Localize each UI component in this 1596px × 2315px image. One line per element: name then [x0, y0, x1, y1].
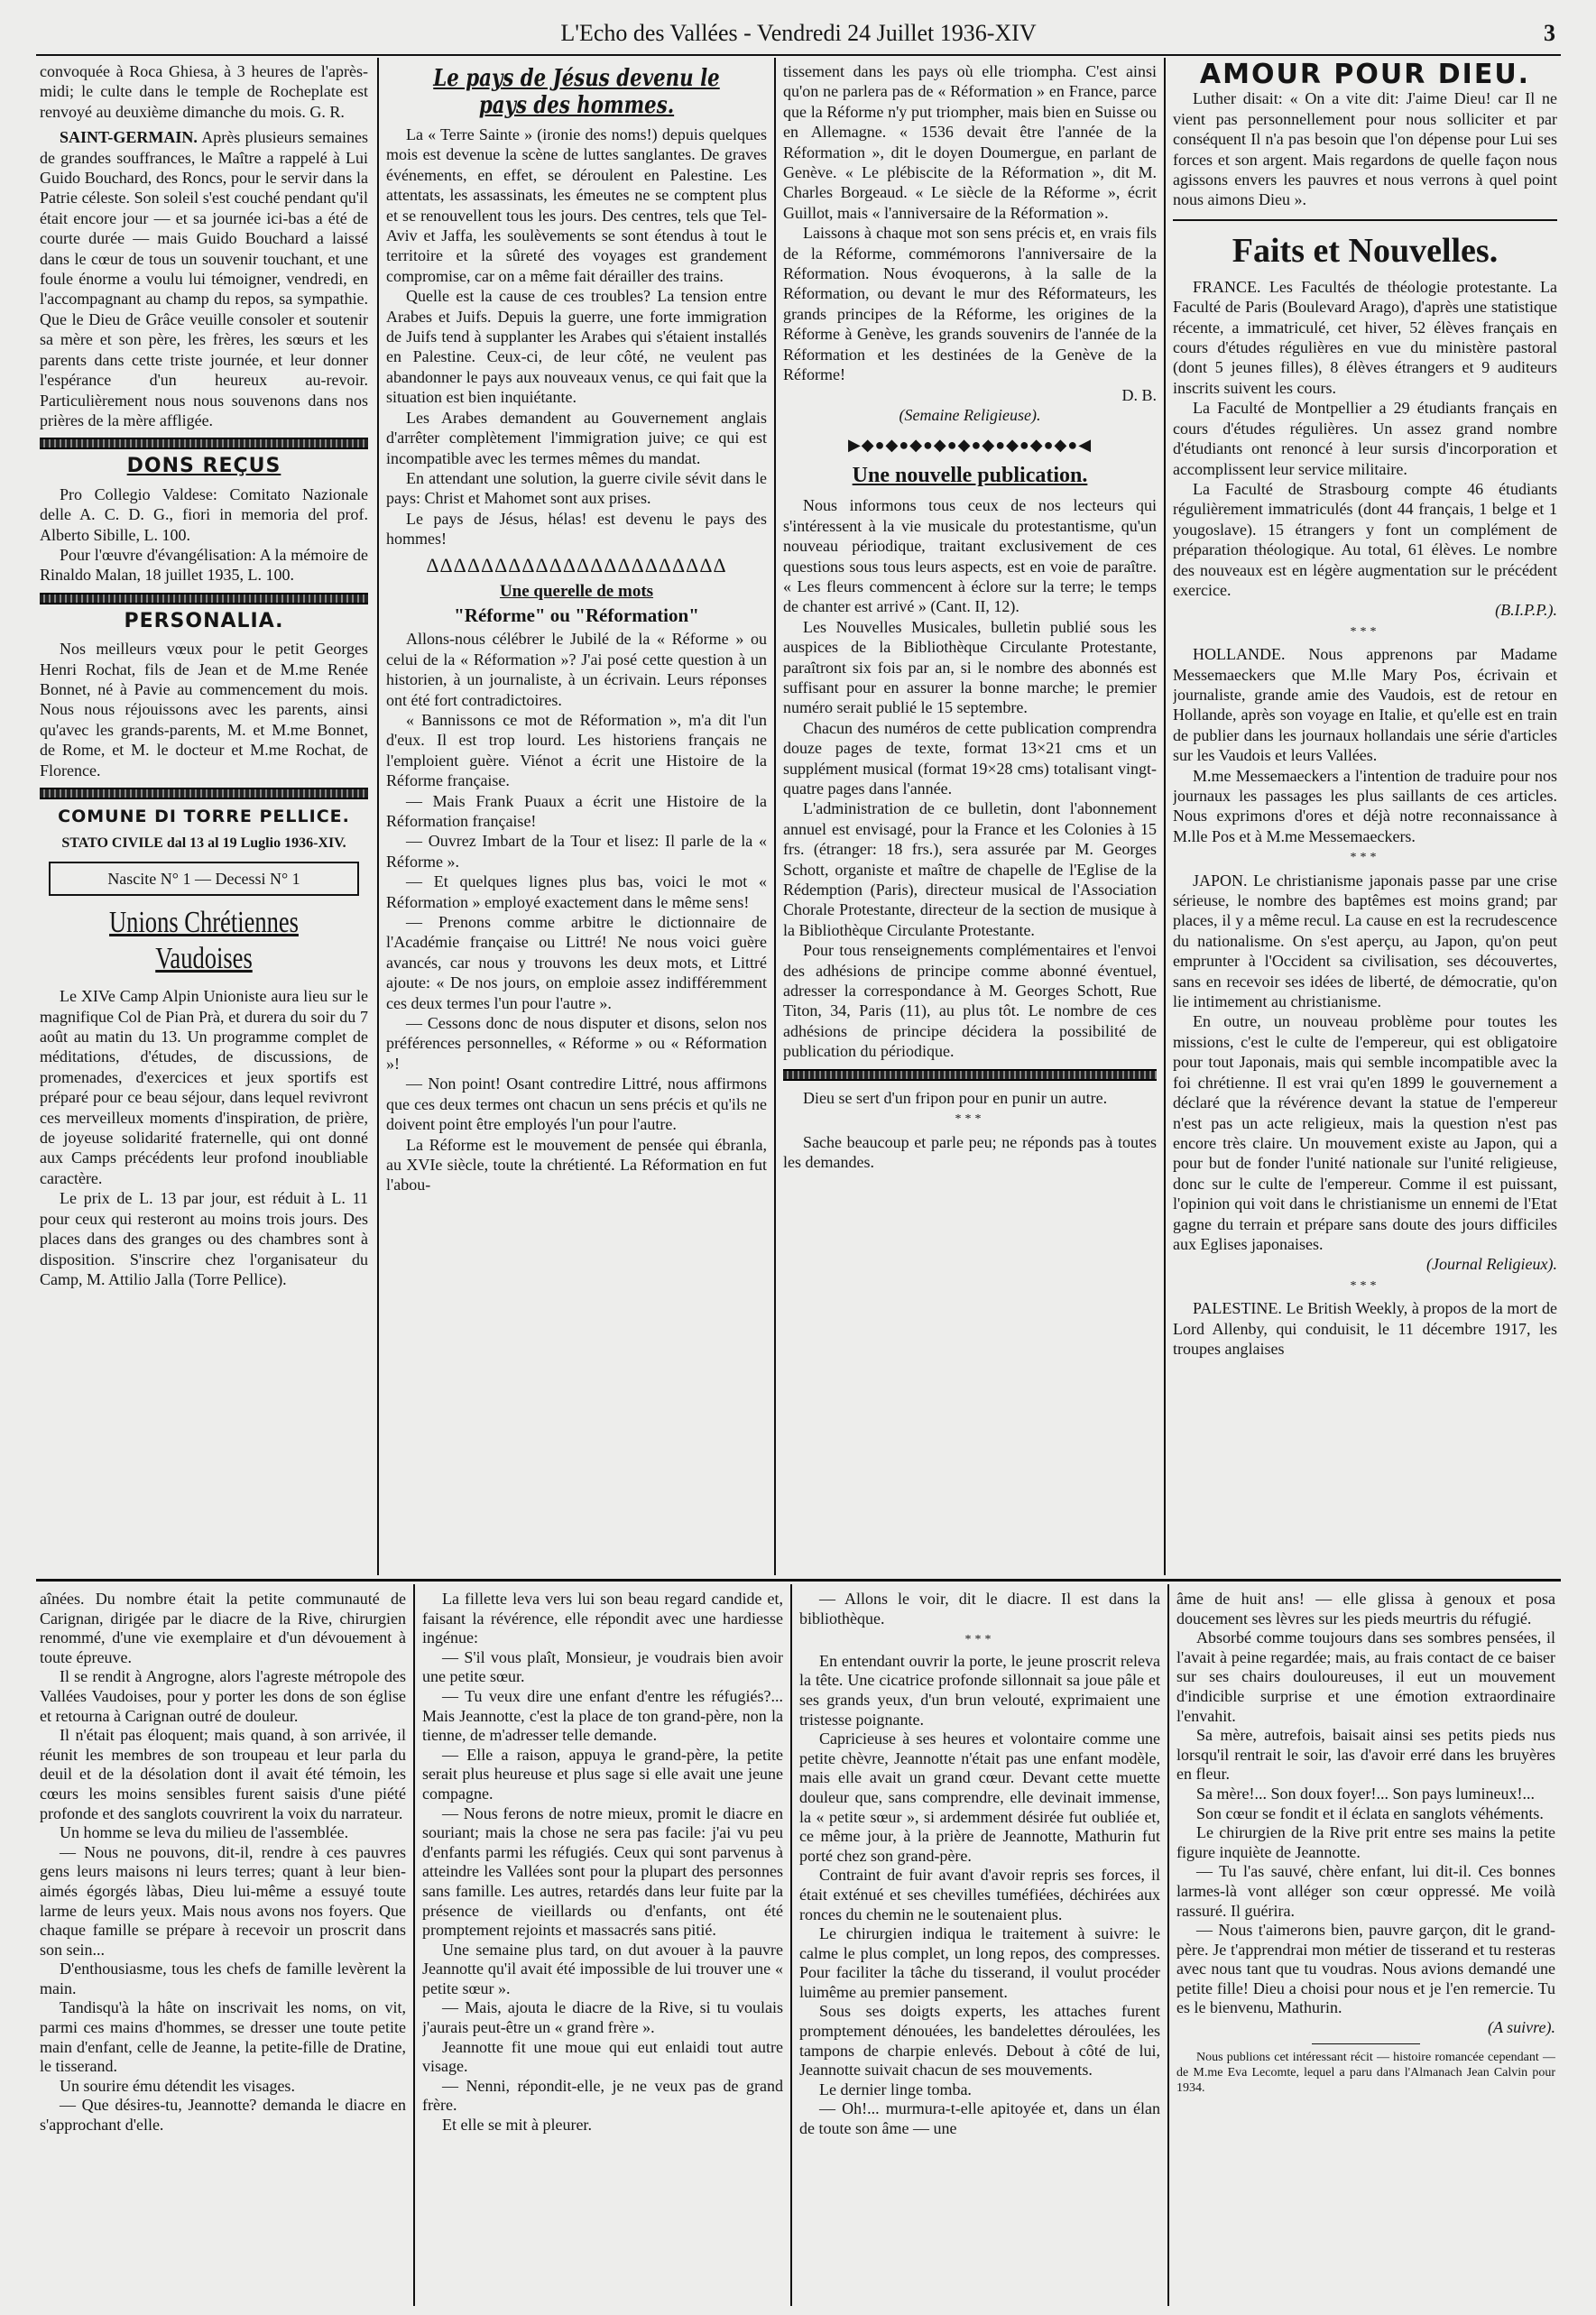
- civil-status-box: Nascite N° 1 — Decessi N° 1: [49, 862, 359, 896]
- story-paragraph: aînées. Du nombre était la petite communauté de Carignan, dirigée par le diacre de la Rive, chirurgien renommé, d'une vie exemplaire et d'un dévouement à toute épreuve.: [40, 1590, 406, 1666]
- news-source: (B.I.P.P.).: [1495, 601, 1557, 620]
- page-header: [36, 20, 1561, 51]
- story-paragraph: — Elle a raison, appuya le grand-père, la petite serait plus heureuse et plus sage si elle avait une jeune compagne.: [422, 1745, 783, 1803]
- story-paragraph: Une semaine plus tard, on dut avouer à la pauvre Jeannotte qu'il avait été impossible de lui trouver une « petite sœur ».: [422, 1940, 783, 1997]
- editor-note: Nous publions cet intéressant récit — histoire romancée cependant — de M.me Eva Lecomte, lequel a paru dans l'Almanach Jean Calvin pour 1934.: [1176, 2050, 1555, 2095]
- article-paragraph: — Mais Frank Puaux a écrit une Histoire de la Réformation française!: [386, 791, 767, 830]
- column-rule: [1164, 58, 1166, 1575]
- article-body: Après plusieurs semaines de grandes souffrances, le Maître a rappelé à Lui Guido Bouchard, des Roncs, pour le servir dans la Patrie céleste. Son soleil s'est couché pendant qu'il était encore jour — et sa journée ici-bas a été de courte durée — mais Guido Bouchard a laissé dans le cœur de tous un souvenir touchant, et une foule énorme a voulu lui témoigner, vendredi, en l'accompagnant au champ du repos, sa sympathie. Que le Dieu de Grâce veuille consoler et soutenir sa mère et son père, les frères, les sœurs et les parents dans cette triste journée, et leur donner l'espérance d'un heureux au-revoir. Particulièrement nous nous souvenons dans nos prières de la mère affligée.: [40, 128, 368, 429]
- story-paragraph: — Que désires-tu, Jeannotte? demanda le diacre en s'approchant d'elle.: [40, 2096, 406, 2135]
- column-rule: [774, 58, 776, 1575]
- article-title: Une querelle de mots: [499, 581, 654, 601]
- article-paragraph: — Non point! Osant contredire Littré, nous affirmons que ces deux termes ont chacun un sens précis et qu'ils ne doivent point être employés l'un pour l'autre.: [386, 1074, 767, 1134]
- story-paragraph: Sa mère!... Son doux foyer!... Son pays lumineux!...: [1196, 1784, 1535, 1803]
- news-source: (Journal Religieux).: [1426, 1255, 1557, 1274]
- article-paragraph: — Et quelques lignes plus bas, voici le mot « Réformation » employé exactement dans le même sens!: [386, 872, 767, 911]
- article-title: Le pays de Jésus devenu le pays des hommes.: [433, 65, 720, 119]
- story-paragraph: D'enthousiasme, tous les chefs de famille levèrent la main.: [40, 1960, 406, 1997]
- stars-divider: ***: [955, 1112, 985, 1127]
- article-paragraph: — Prenons comme arbitre le dictionnaire de l'Académie française ou Littré! Ne nous voici guère avancés, car nous y trouvons les deux mots, et Littré ajoute: « De nos jours, on emploie assez indifféremment ces deux termes l'un pour l'autre ».: [386, 913, 767, 1012]
- story-paragraph: Son cœur se fondit et il éclata en sanglots véhéments.: [1196, 1803, 1544, 1822]
- story-paragraph: Sa mère, autrefois, baisait ainsi ses petits pieds nus lorsqu'il rentrait le soir, las d'avoir erré dans les bruyères en fleur.: [1176, 1726, 1555, 1784]
- article-title: AMOUR POUR DIEU.: [1199, 61, 1531, 90]
- donation-entry: Pro Collegio Valdese: Comitato Nazionale delle A. C. D. G., fiori in memoria del prof. Alberto Sibille, L. 100.: [40, 484, 368, 544]
- news-item: JAPON. Le christianisme japonais passe par une crise sérieuse, le nombre des baptêmes est moins grand; par places, il y a même recul. La cause en est la recrudescence du nationalisme. On s'est aperçu, au Japon, qu'on peut emprunter à l'Occident sa civilisation, ses découvertes, sans en recevoir ses idées de liberté, de démocratie, qu'on lie intimement au christianisme.: [1173, 871, 1557, 1011]
- story-paragraph: Absorbé comme toujours dans ses sombres pensées, il l'avait à peine regardée; mais, au frais contact de ce baiser sur ses chairs douloureuses, il eut un mouvement d'indicible surprise et une émotion extraordinaire l'envahit.: [1176, 1628, 1555, 1725]
- comune-subtitle: STATO CIVILE dal 13 al 19 Luglio 1936-XIV.: [61, 835, 346, 852]
- section-divider: [783, 1069, 1157, 1081]
- story-paragraph: — Nous t'aimerons bien, pauvre garçon, dit le grand-père. Je t'apprendrai mon métier de tisserand et tu resteras avec nous tant que tu voudras. Nous avions demandé une petite fille! Dieu a choisi pour nous et je l'en remercie. Tu es le bienvenu, Mathurin.: [1176, 1921, 1555, 2017]
- story-paragraph: La fillette leva vers lui son beau regard candide et, faisant la révérence, elle répondit avec une hardiesse ingénue:: [422, 1590, 783, 1647]
- maxim: Sache beaucoup et parle peu; ne réponds pas à toutes les demandes.: [783, 1132, 1157, 1171]
- article-subtitle: "Réforme" ou "Réformation": [454, 604, 699, 626]
- feuilleton-column-4: [1176, 1590, 1555, 2308]
- story-paragraph: En entendant ouvrir la porte, le jeune proscrit releva la tête. Une cicatrice profonde sillonnait sa joue pâle et ses grands yeux, d'un brun velouté, exprimaient une tristesse poignante.: [799, 1651, 1160, 1729]
- article-paragraph: Le prix de L. 13 par jour, est réduit à L. 11 pour ceux qui resteront au moins trois jours. Des places dans des granges ou des chambres sont à disposition. S'inscrire chez l'organisateur du Camp, M. Attilio Jalla (Torre Pellice).: [40, 1189, 368, 1288]
- story-paragraph: Jeannotte fit une moue qui eut enlaidi tout autre visage.: [422, 2037, 783, 2076]
- article-paragraph: L'administration de ce bulletin, dont l'abonnement annuel est envisagé, pour la France et les Colonies à 15 frs. (étranger: 18 frs.), sera assurée par M. Georges Schott, organiste et maître de chapelle de l'Eglise de la Rédemption (Paris), directeur musical de l'Association Chorale Protestante, directeur de la section de musique à la Bibliothèque Circulante Protestante.: [783, 799, 1157, 939]
- section-title: DONS REÇUS: [126, 455, 281, 478]
- story-paragraph: Le chirurgien de la Rive prit entre ses mains la petite figure inquiète de Jeannotte.: [1176, 1823, 1555, 1861]
- section-divider: [40, 593, 368, 604]
- article-paragraph: — Cessons donc de nous disputer et disons, selon nos préférences personnelles, « Réforme » ou « Réformation »!: [386, 1014, 767, 1073]
- news-item: La Faculté de Strasbourg compte 46 étudiants régulièrement immatriculés (dont 44 français, 1 belge et 1 yougoslave). 15 étrangers y font un complément de préparation théologique. Au total, 61 élèves. Le nombre des nouveaux est en légère augmentation sur le précédent exercice.: [1173, 479, 1557, 599]
- maxim: Dieu se sert d'un fripon pour en punir un autre.: [803, 1088, 1108, 1107]
- stars-divider: ***: [1350, 624, 1380, 639]
- column-2: [386, 61, 767, 1573]
- article-paragraph: En attendant une solution, la guerre civile sévit dans le pays: Christ et Mahomet sont aux prises.: [386, 468, 767, 508]
- article-title: Une nouvelle publication.: [852, 464, 1088, 488]
- article-paragraph: La « Terre Sainte » (ironie des noms!) depuis quelques mois est devenue la scène de luttes sanglantes. De graves événements, en effet, se déroulent en Palestine. Les attentats, les assassinats, les émeutes ne se comptent plus et se renouvellent tous les jours. Des centres, tels que Tel-Aviv et Jaffa, les soulèvements se sont étendus à tout le territoire et la sûreté des voyages est grandement compromise, car on a même fait dérailler des trains.: [386, 125, 767, 285]
- story-paragraph: — Nous ferons de notre mieux, promit le diacre en souriant; mais la chose ne sera pas facile: j'ai vu peu d'enfants parmi les réfugiés. Ceux qui sont parvenus à atteindre les Vallées sont pour la plupart des personnes sans famille. Les autres, retardés dans leur fuite par la présence de vieillards ou d'enfants, ont été promptement rejoints et massacrés sans pitié.: [422, 1803, 783, 1940]
- story-paragraph: — Allons le voir, dit le diacre. Il est dans la bibliothèque.: [799, 1590, 1160, 1628]
- article-paragraph: Pour tous renseignements complémentaires et l'envoi des adhésions de principe comme abonné éventuel, adresser la correspondance à M. Georges Schott, Rue Titon, 34, Paris (11), au plus tôt. Le nombre de ces adhésions de principe décidera la possibilité de publication du périodique.: [783, 941, 1157, 1061]
- story-paragraph: Contraint de fuir avant d'avoir repris ses forces, il était exténué et ses chevilles tuméfiées, déchirées aux ronces du chemin ne le soutenaient plus.: [799, 1866, 1160, 1923]
- article-paragraph: Les Nouvelles Musicales, bulletin publié sous les auspices de la Bibliothèque Circulante Protestante, paraîtront six fois par an, si le nombre des abonnés est suffisant pour en assurer la bonne marche; le premier numéro serait publié le 15 septembre.: [783, 617, 1157, 717]
- story-paragraph: — Tu l'as sauvé, chère enfant, lui dit-il. Ces bonnes larmes-là vont alléger son cœur oppressé. Me voilà rassuré. Il guérira.: [1176, 1862, 1555, 1920]
- story-paragraph: — Nous ne pouvons, dit-il, rendre à ces pauvres gens leurs maisons ni leurs terres; quant à leur bien-aimés égorgés làbas, Dieu lui-même a essuyé toute larme de leurs yeux. Mais nous avons nos foyers. Que chaque famille se prépare à recevoir un proscrit dans son sein...: [40, 1842, 406, 1959]
- column-rule: [377, 58, 379, 1575]
- stars-divider: ***: [964, 1633, 995, 1647]
- article-roca: convoquée à Roca Ghiesa, à 3 heures de l'après-midi; le culte dans le temple de Rocheplate est renvoyé au deuxième dimanche du mois. G. R.: [40, 62, 368, 121]
- story-paragraph: Il n'était pas éloquent; mais quand, à son arrivée, il réunit les membres de son troupeau et leur parla du deuil et de la désolation dont il avait été témoin, les cœurs les moins sensibles furent saisis d'une piété profonde et des sanglots couvrirent la voix du narrateur.: [40, 1726, 406, 1822]
- story-paragraph: Le dernier linge tomba.: [819, 2080, 972, 2098]
- donation-entry: Pour l'œuvre d'évangélisation: A la mémoire de Rinaldo Malan, 18 juillet 1935, L. 100.: [40, 545, 368, 585]
- story-paragraph: âme de huit ans! — elle glissa à genoux et posa doucement ses lèvres sur les pieds meurtris du réfugié.: [1176, 1590, 1555, 1628]
- column-rule: [1167, 1584, 1169, 2306]
- story-paragraph: — Tu veux dire une enfant d'entre les réfugiés?... Mais Jeannotte, c'est la place de ton grand-père, non la tienne, de m'adresser telle demande.: [422, 1686, 783, 1745]
- news-item: PALESTINE. Le British Weekly, à propos de la mort de Lord Allenby, qui conduisit, le 11 décembre 1917, les troupes anglaises: [1173, 1299, 1557, 1358]
- article-signature: D. B.: [1121, 385, 1157, 404]
- ornament-divider: ▶◆●◆●◆●◆●◆●◆●◆●◆●◆●◀: [847, 436, 1093, 455]
- personalia-body: Nos meilleurs vœux pour le petit Georges Henri Rochat, fils de Jean et de M.me Renée Bonnet, né à Pavie au commencement du mois. Nous nous réjouissons avec les parents, ainsi qu'avec les grands-parents, M. et M.me Bonnet, de Rome, et M. le docteur et M.me Rochat, de Florence.: [40, 640, 368, 779]
- feuilleton-column-3: [799, 1590, 1160, 2308]
- column-3: [783, 61, 1157, 1573]
- article-paragraph: « Bannissons ce mot de Réformation », m'a dit l'un d'eux. Il est trop lourd. Les historiens français ne l'emploient guère. Viénot a écrit une Histoire de la Réforme française.: [386, 710, 767, 790]
- column-4: [1173, 61, 1557, 1573]
- feuilleton-column-1: [40, 1590, 406, 2308]
- story-paragraph: Le chirurgien indiqua le traitement à suivre: le calme le plus complet, un long repos, des compresses. Pour faciliter la tâche du tisserand, il voulut procéder luimême au premier pansement.: [799, 1924, 1160, 2001]
- story-paragraph: Capricieuse à ses heures et volontaire comme une petite chèvre, Jeannotte n'était pas une enfant modèle, mais elle avait un grand cœur. Devant cette muette douleur que, sans comprendre, elle devinait immense, la « petite sœur », si ardemment désirée fut oubliée et, ce même jour, à la prière de Jeannotte, Mathurin fut porté chez son grand-père.: [799, 1729, 1160, 1865]
- article-paragraph: Chacun des numéros de cette publication comprendra douze pages de texte, format 13×21 cms et un supplément musical (format 19×28 cms) totalisant vingt-quatre pages dans l'année.: [783, 718, 1157, 798]
- section-rule: [1173, 219, 1557, 221]
- page-number: 3: [1544, 20, 1555, 46]
- section-divider: [40, 438, 368, 449]
- section-title: Faits et Nouvelles.: [1232, 231, 1499, 270]
- stars-divider: ***: [1350, 1278, 1380, 1293]
- stars-divider: ***: [1350, 851, 1380, 865]
- article-paragraph: — Ouvrez Imbart de la Tour et lisez: Il parle de la « Réforme ».: [386, 832, 767, 871]
- news-item: M.me Messemaeckers a l'intention de traduire pour nos journaux les passages les plus saillants de ces articles. Nous exprimons d'ores et déjà notre reconnaissance à M.lle Pos et à M.me Messemaeckers.: [1173, 766, 1557, 845]
- ornament-divider: ΔΔΔΔΔΔΔΔΔΔΔΔΔΔΔΔΔΔΔΔΔΔ: [426, 554, 727, 576]
- story-paragraph: Un sourire ému détendit les visages.: [60, 2076, 295, 2095]
- feuilleton-rule: [36, 1579, 1561, 1582]
- article-paragraph: Quelle est la cause de ces troubles? La tension entre Arabes et Juifs. Depuis la guerre, une forte immigration de Juifs tend à supplanter les Arabes qui s'étaient installés en Palestine. Ceux-ci, de leur côté, ne veulent pas abandonner le pays aux nouveaux venus, ce qui fait que la situation est bien inquiétante.: [386, 287, 767, 407]
- news-item: HOLLANDE. Nous apprenons par Madame Messemaeckers que M.lle Mary Pos, écrivain et journaliste, grande amie des Vaudois, est de retour en Hollande, après son voyage en Italie, et qu'elle est en train de publier dans les journaux hollandais une série d'articles sur les Vaudois et leurs Vallées.: [1173, 645, 1557, 765]
- article-paragraph: Laissons à chaque mot son sens précis et, en vrais fils de la Réforme, commémorons l'anniversaire de la Réformation. Nous évoquerons, à la salle de la Réformation, ou devant le mur des Réformateurs, les grands principes de la Réforme, les origines de la Réforme à Genève, les grands souvenirs de l'année de la Réformation et les destinées de la Genève de la Réforme!: [783, 224, 1157, 384]
- column-rule: [790, 1584, 792, 2306]
- article-paragraph: Luther disait: « On a vite dit: J'aime Dieu! car Il ne vient pas personnellement pour nous solliciter et par conséquent Il n'a pas besoin que l'on dépense pour Lui ses forces et son argent. Mais regardons de quelle façon nous agissons envers les pauvres et nous verrons à quel point nous aimons Dieu ».: [1173, 89, 1557, 209]
- article-paragraph: Les Arabes demandent au Gouvernement anglais d'arrêter complètement l'immigration juive; ce qui est incompatible avec les termes mêmes du mandat.: [386, 408, 767, 467]
- news-item: La Faculté de Montpellier a 29 étudiants français en cours d'études régulières. Un assez grand nombre d'étudiants ont renoncé à leur sursis d'incorporation et accomplissent leur service militaire.: [1173, 399, 1557, 478]
- article-paragraph: Allons-nous célébrer le Jubilé de la « Réforme » ou celui de la « Réformation »? J'ai posé cette question à un historien, à un journaliste, à un écrivain. Leurs réponses ont été fort contradictoires.: [386, 630, 767, 709]
- news-item: En outre, un nouveau problème pour toutes les missions, c'est le culte de l'empereur, qui est obligatoire pour tout Japonais, mais qui semble incompatible avec la foi chrétienne. Il est vrai qu'en 1899 le gouvernement a déclaré que la révérence devant la statue de l'empereur n'est pas un acte religieux, mais la question n'est pas encore très claire. Un mouvement existe au Japon, qui a pour but de fonder l'unité nationale sur l'unité religieuse, donc sur le culte de l'empereur. Comme il est puissant, l'opinion qui voit dans le christianisme un ennemi de l'Etat gagne du terrain et prépare sans doute des jours difficiles aux Eglises japonaises.: [1173, 1012, 1557, 1253]
- story-paragraph: — S'il vous plaît, Monsieur, je voudrais bien avoir une petite sœur.: [422, 1647, 783, 1686]
- article-saint-germain: [40, 127, 368, 430]
- place-label: SAINT-GERMAIN.: [60, 128, 198, 147]
- header-title: L'Echo des Vallées - Vendredi 24 Juillet 1936-XIV: [560, 20, 1037, 46]
- article-paragraph: La Réforme est le mouvement de pensée qui ébranla, au XVIe siècle, toute la chrétienté. La Réformation en fut l'abou-: [386, 1135, 767, 1194]
- header-rule: [36, 54, 1561, 56]
- article-source: (Semaine Religieuse).: [899, 405, 1041, 424]
- story-paragraph: Il se rendit à Angrogne, alors l'agreste métropole des Vallées Vaudoises, pour y porter les dons de son église et retourna à Carignan outré de douleur.: [40, 1667, 406, 1725]
- story-paragraph: — Oh!... murmura-t-elle apitoyée et, dans un élan de toute son âme — une: [799, 2099, 1160, 2138]
- story-paragraph: Sous ses doigts experts, les attaches furent promptement dénouées, les bandelettes déroulées, les tampons de charpie enlevés. Debout à côté de lui, Jeannotte suivait chacun de ses mouvements.: [799, 2002, 1160, 2080]
- column-1: [40, 61, 368, 1573]
- story-paragraph: — Nenni, répondit-elle, je ne veux pas de grand frère.: [422, 2076, 783, 2115]
- article-paragraph: tissement dans les pays où elle triompha. C'est ainsi qu'on ne parlera pas de « Réformation » en France, parce que la Réforme n'y put triompher, mais bien en Suisse ou en Allemagne. « 1536 devait être l'année de la Réformation », dit le doyen Doumergue, en parlant de Genève. « Le plébiscite de la Réformation », dit M. Charles Borgeaud. « Le siècle de la Réforme », écrit Guillot, mais « l'anniversaire de la Réformation ».: [783, 62, 1157, 222]
- news-item: FRANCE. Les Facultés de théologie protestante. La Faculté de Paris (Boulevard Arago), d'après une statistique récente, a immatriculé, cet hiver, 52 élèves français en cours d'études régulières en vue du ministère pastoral (dont 5 jeunes filles), 8 élèves étrangers et 9 auditeurs inscrits suivent les cours.: [1173, 277, 1557, 397]
- article-paragraph: Nous informons tous ceux de nos lecteurs qui s'intéressent à la vie musicale du protestantisme, qu'un nouveau périodique, traitant exclusivement de ces questions sous tous leurs aspects, est en voie de paraître. « Les fleurs commencent à éclore sur la terre; le temps de chanter est arrivé » (Cant. II, 12).: [783, 496, 1157, 616]
- story-paragraph: Et elle se mit à pleurer.: [442, 2116, 592, 2135]
- story-paragraph: Tandisqu'à la hâte on inscrivait les noms, on vit, parmi ces mains d'hommes, se dresser une toute petite main d'enfant, celle de Jeanne, la petite-fille de Dratine, le tisserand.: [40, 1998, 406, 2076]
- comune-title: COMUNE DI TORRE PELLICE.: [58, 807, 350, 826]
- article-paragraph: Le XIVe Camp Alpin Unioniste aura lieu sur le magnifique Col de Pian Prà, et durera du soir du 7 août au matin du 13. Un programme complet de méditations, d'études, de discussions, de promenades, d'exercices et jeux sportifs est préparé pour ce beau séjour, dans lequel revivront ces merveilleux moments d'inspiration, de prière, de joyeuse solidarité fraternelle, qui ont donné aux Camps précédents leur profond inoubliable caractère.: [40, 987, 368, 1187]
- section-title: Unions Chrétiennes Vaudoises: [109, 906, 299, 976]
- story-paragraph: Un homme se leva du milieu de l'assemblée.: [60, 1823, 349, 1842]
- article-paragraph: Le pays de Jésus, hélas! est devenu le pays des hommes!: [386, 509, 767, 549]
- section-title: PERSONALIA.: [124, 609, 284, 632]
- to-be-continued: (A suivre).: [1488, 2018, 1555, 2037]
- column-rule: [413, 1584, 415, 2306]
- section-divider: [40, 788, 368, 799]
- story-paragraph: — Mais, ajouta le diacre de la Rive, si tu voulais j'aurais peut-être un « grand frère ».: [422, 1998, 783, 2037]
- feuilleton-column-2: [422, 1590, 783, 2308]
- note-rule: [1312, 2043, 1420, 2044]
